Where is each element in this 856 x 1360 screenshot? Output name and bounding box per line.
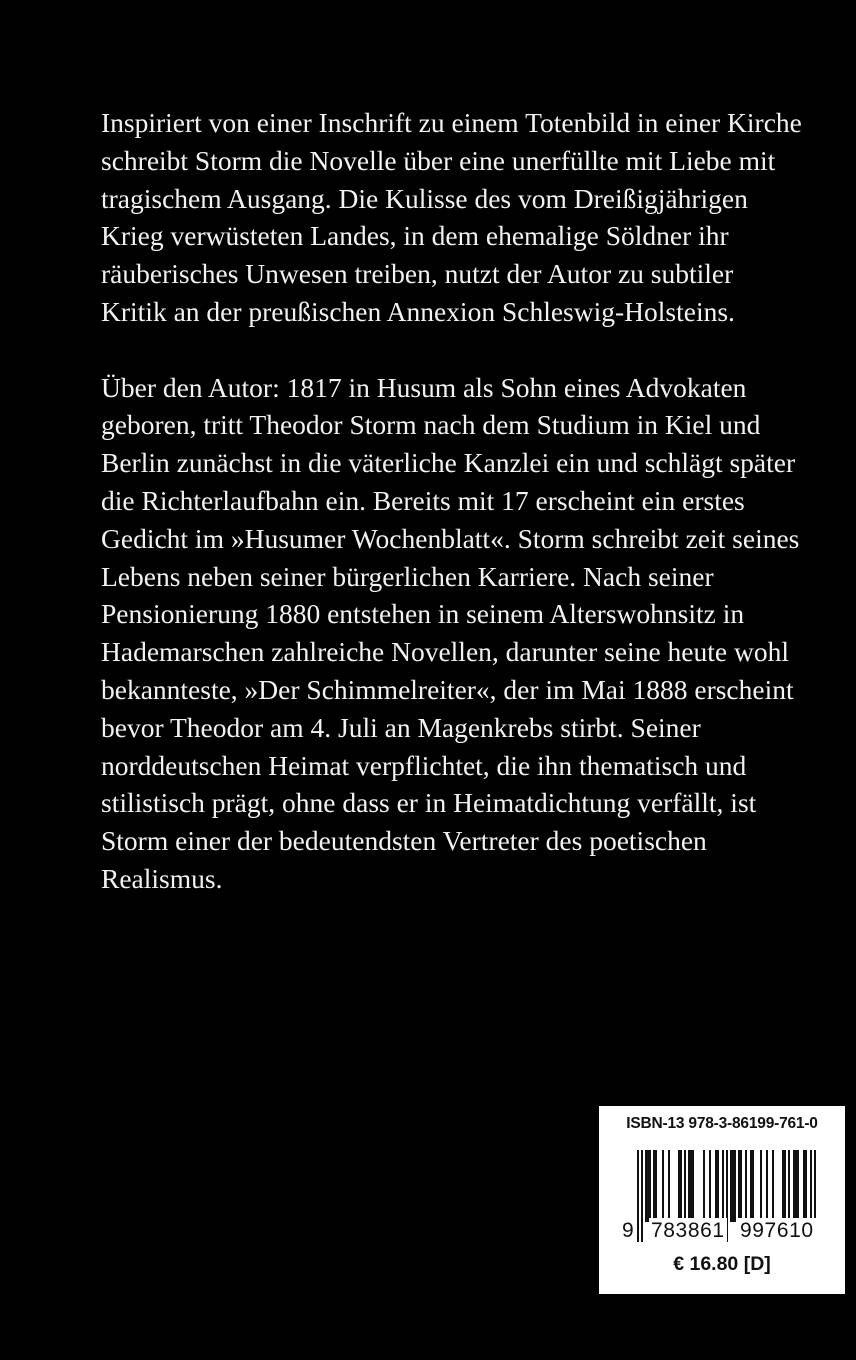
text-line: Über den Autor: 1817 in Husum als Sohn eines Advokaten	[101, 371, 747, 403]
text-line: Realismus.	[101, 862, 223, 894]
barcode-right-digits: 997610	[740, 1219, 814, 1242]
text-line: geboren, tritt Theodor Storm nach dem Studium in Kiel und	[101, 409, 761, 441]
text-line: tragischem Ausgang. Die Kulisse des vom Dreißigjährigen	[101, 182, 748, 214]
text-line: Hademarschen zahlreiche Novellen, darunter seine heute wohl	[101, 636, 789, 668]
text-line: Krieg verwüsteten Landes, in dem ehemalige Söldner ihr	[101, 220, 729, 252]
text-line: Inspiriert von einer Inschrift zu einem Totenbild in einer Kirche	[101, 107, 802, 138]
isbn-number: ISBN-13 978-3-86199-761-0	[626, 1115, 818, 1132]
synopsis-paragraph	[101, 104, 831, 331]
text-line: schreibt Storm die Novelle über eine unerfüllte mit Liebe mit	[101, 144, 776, 176]
text-line: Storm einer der bedeutendsten Vertreter des poetischen	[101, 825, 707, 857]
text-line: Berlin zunächst in die väterliche Kanzlei ein und schlägt später	[101, 447, 796, 479]
text-line: Kritik an der preußischen Annexion Schleswig-Holsteins.	[101, 295, 735, 327]
back-cover-blurb	[101, 104, 831, 898]
text-line: Pensionierung 1880 entstehen in seinem Alterswohnsitz in	[101, 598, 745, 630]
author-bio-paragraph	[101, 369, 831, 898]
text-line: die Richterlaufbahn ein. Bereits mit 17 erscheint ein erstes	[101, 484, 745, 516]
text-line: Gedicht im »Husumer Wochenblatt«. Storm schreibt zeit seines	[101, 522, 800, 554]
barcode-lead-digit: 9	[622, 1219, 635, 1242]
barcode-left-digits: 783861	[651, 1219, 725, 1242]
text-line: bekannteste, »Der Schimmelreiter«, der im Mai 1888 erscheint	[101, 673, 794, 705]
text-line: Lebens neben seiner bürgerlichen Karriere. Nach seiner	[101, 560, 714, 592]
text-line: norddeutschen Heimat verpflichtet, die ihn thematisch und	[101, 749, 747, 781]
text-line: bevor Theodor am 4. Juli an Magenkrebs stirbt. Seiner	[101, 711, 701, 743]
text-line: räuberisches Unwesen treiben, nutzt der Autor zu subtiler	[101, 258, 734, 290]
price-label: € 16.80 [D]	[673, 1253, 771, 1275]
text-line: stilistisch prägt, ohne dass er in Heimatdichtung verfällt, ist	[101, 787, 757, 819]
isbn-barcode-label	[599, 1106, 845, 1294]
